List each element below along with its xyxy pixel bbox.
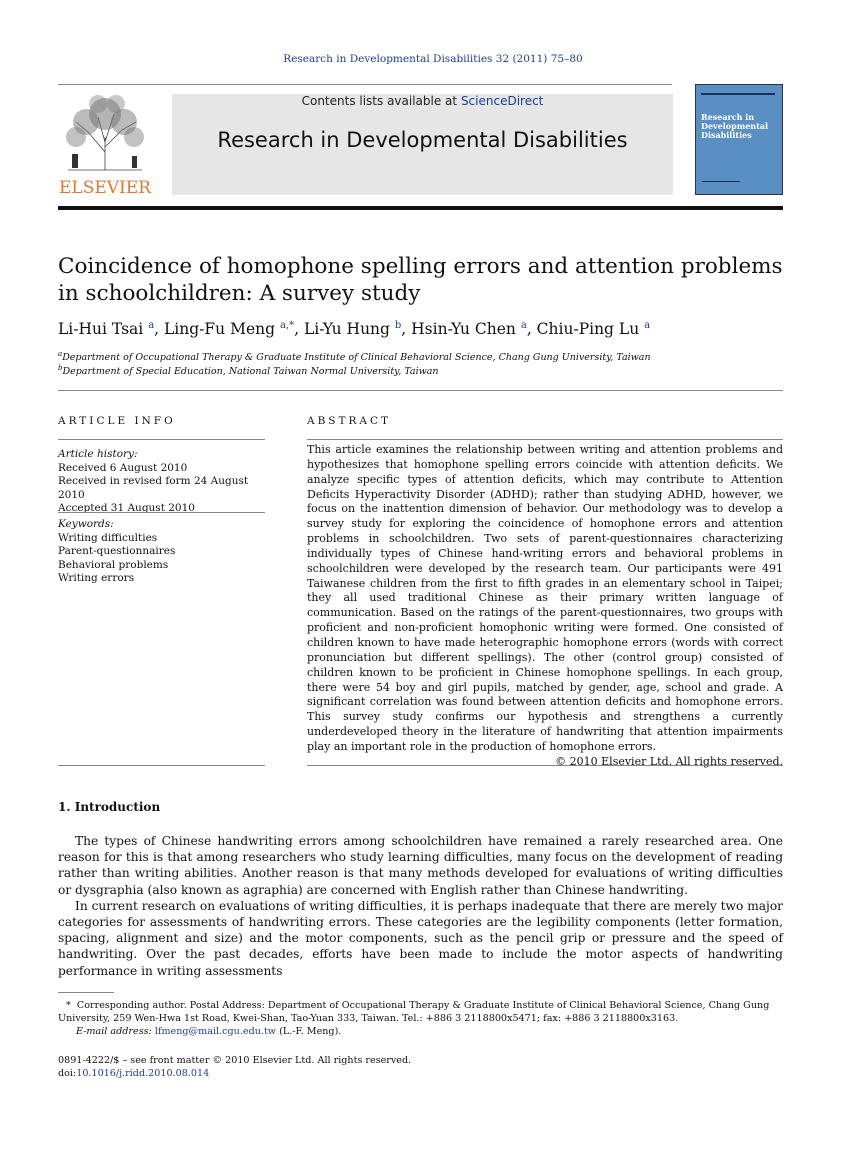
history-label: Article history: — [58, 448, 138, 460]
cover-rule-bottom — [702, 181, 740, 182]
section-heading-introduction: 1. Introduction — [58, 800, 161, 814]
doi-link[interactable]: 10.1016/j.ridd.2010.08.014 — [76, 1068, 210, 1079]
affiliation-a: $^a$Department of Occupational Therapy & Graduate Institute of Clinical Behavioral Science, Chang Gung University, Taiwan — [58, 350, 651, 364]
sciencedirect-link[interactable]: ScienceDirect — [460, 94, 544, 108]
author-list: Li-Hui Tsai $^a$, Ling-Fu Meng $^{a,*}$, Li-Yu Hung $^b$, Hsin-Yu Chen $^a$, Chiu-Ping Lu $^a$ — [58, 320, 651, 339]
top-rule — [58, 84, 672, 85]
keyword-item: Behavioral problems — [58, 558, 169, 571]
keywords-label: Keywords: — [58, 518, 114, 530]
keyword-item: Writing errors — [58, 572, 135, 584]
cover-title: Research in Developmental Disabilities — [701, 112, 769, 140]
elsevier-logo — [58, 92, 152, 198]
journal-cover[interactable] — [695, 84, 783, 195]
header-thick-rule — [58, 206, 783, 210]
corresponding-footnote: * Corresponding author. Postal Address: Department of Occupational Therapy & Graduate Institute of Clinical Behavioral Science, Chang Gung University, 259 Wen-Hwa 1st Road, Kwei-Shan, Tao-Yuan 333, Taiwan. Tel.: +886 3 2118800x5471; fax: +886 3 2118800x3163. — [58, 1000, 770, 1024]
keywords — [58, 518, 265, 586]
affiliation-b: $^b$Department of Special Education, National Taiwan Normal University, Taiwan — [58, 364, 439, 378]
divider — [58, 390, 783, 391]
contents-prefix: Contents lists available at — [301, 94, 461, 108]
author-4[interactable]: Chiu-Ping Lu $^a$ — [536, 320, 651, 339]
abstract-body — [307, 443, 783, 770]
article-title: Coincidence of homophone spelling errors and attention problems in schoolchildren: A survey study — [58, 254, 783, 306]
cover-rule — [701, 93, 775, 95]
divider — [58, 512, 265, 513]
keyword-item: Parent-questionnaires — [58, 545, 176, 557]
history-item: Received 6 August 2010 — [58, 461, 188, 474]
divider — [58, 439, 265, 440]
journal-title[interactable]: Research in Developmental Disabilities — [217, 128, 628, 152]
email-link[interactable]: lfmeng@mail.cgu.edu.tw — [154, 1026, 277, 1037]
intro-body — [58, 833, 783, 979]
keyword-item: Writing difficulties — [58, 531, 158, 544]
abstract-text: This article examines the relationship between writing and attention problems and hypothesizes that homophone spelling errors coincide with attention deficits. We analyze specific types of attention deficits, which may contribute to Attention Deficits Hyperactivity Disorder (ADHD); rather than studying ADHD, however, we focus on the inattention dimension of behavior. Our methodology was to develop a survey study for exploring the coincidence of homophone errors and attention problems in schoolchildren. Two sets of parent-questionnaires characterizing individually types of Chinese hand-writing errors and behavioral problems in schoolchildren were developed by the research team. Our participants were 491 Taiwanese children from the first to fifth grades in an elementary school in Taipei; they all used traditional Chinese as their primary written language of communication. Based on the ratings of the parent-questionnaires, two groups with proficient and non-proficient homophonic writing were formed. One consisted of children known to have made heterographic homophone errors (words with correct pronunciation but different spellings). The other (control group) consisted of children known to be proficient in Chinese homophone spellings. In each group, there were 54 boy and girl pupils, matched by gender, age, school and grade. A significant correlation was found between attention deficits and homophone errors. This survey study confirms our hypothesis and strengthens a currently underdeveloped theory in the literature of handwriting that attention impairments play an important role in the production of homophone errors. — [307, 443, 783, 753]
abstract-heading: ABSTRACT — [307, 415, 392, 427]
article-info-heading: ARTICLE INFO — [58, 415, 176, 427]
footnote-rule — [58, 992, 114, 993]
history-item: Accepted 31 August 2010 — [58, 502, 195, 514]
divider — [307, 439, 783, 440]
abstract-copyright: © 2010 Elsevier Ltd. All rights reserved. — [555, 754, 783, 768]
author-1[interactable]: Ling-Fu Meng $^{a,*}$ — [164, 320, 295, 339]
elsevier-wordmark: ELSEVIER — [59, 178, 151, 198]
author-0[interactable]: Li-Hui Tsai $^a$ — [58, 320, 155, 339]
author-3[interactable]: Hsin-Yu Chen $^a$ — [411, 320, 527, 339]
email-footnote: E-mail address: lfmeng@mail.cgu.edu.tw (L.-F. Meng). — [76, 1026, 342, 1037]
paragraph: The types of Chinese handwriting errors among schoolchildren have remained a rarely researched area. One reason for this is that among researchers who study learning difficulties, many focus on the development of reading rather than writing abilities. Another reason is that many methods developed for evaluations of writing difficulties or dysgraphia (also known as agraphia) are concerned with English rather than Chinese handwriting. — [58, 834, 783, 897]
contents-line — [172, 94, 673, 108]
doi-line: doi:10.1016/j.ridd.2010.08.014 — [58, 1068, 210, 1079]
article-history — [58, 448, 265, 516]
author-2[interactable]: Li-Yu Hung $^b$ — [303, 320, 402, 339]
issn-line: 0891-4222/$ – see front matter © 2010 Elsevier Ltd. All rights reserved. — [58, 1055, 412, 1066]
history-item: Received in revised form 24 August 2010 — [58, 475, 249, 501]
journal-reference[interactable]: Research in Developmental Disabilities 32 (2011) 75–80 — [283, 53, 583, 65]
divider — [58, 765, 265, 766]
divider — [307, 765, 783, 766]
paragraph: In current research on evaluations of writing difficulties, it is perhaps inadequate that there are merely two major categories for assessments of handwriting errors. These categories are the legibility components (letter formation, spacing, alignment and size) and the motor components, such as the pencil grip or pressure and the speed of handwriting. Over the past decades, efforts have been made to include the motor aspects of handwriting performance in writing assessments — [58, 898, 783, 978]
